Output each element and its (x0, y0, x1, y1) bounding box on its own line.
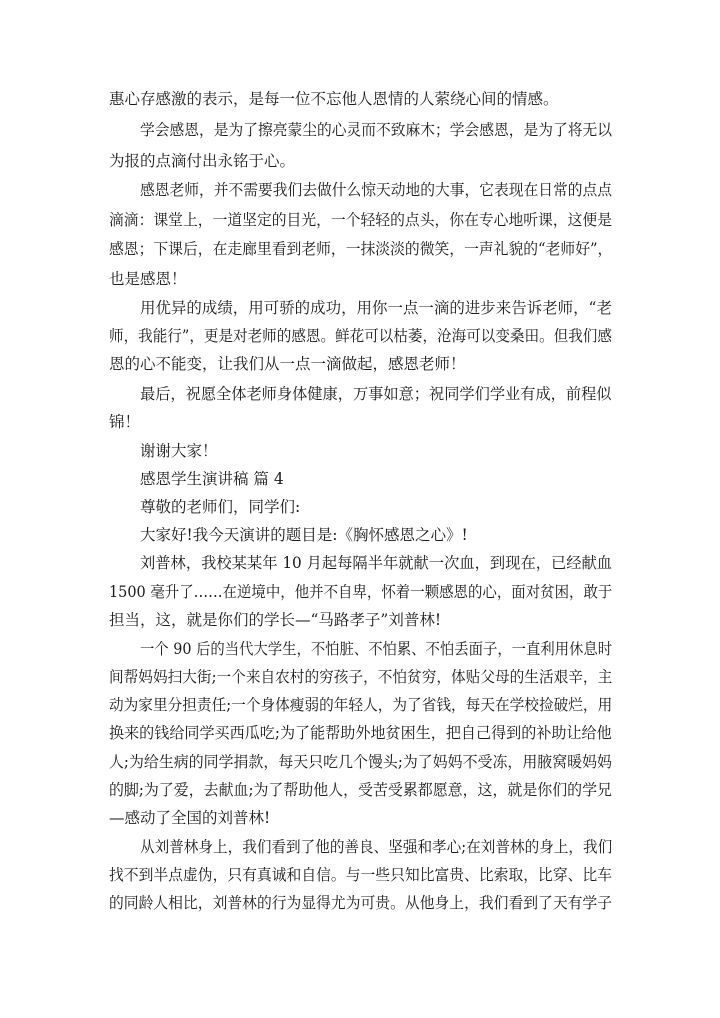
text-line: —感动了全国的刘普林! (109, 809, 271, 827)
section-heading: 感恩学生演讲稿 篇 4 (140, 470, 284, 488)
text-line: 滴滴：课堂上，一道坚定的目光，一个轻轻的点头，你在专心地听课，这便是 (109, 211, 613, 229)
text-line: 从刘普林身上，我们看到了他的善良、坚强和孝心;在刘普林的身上，我们 (140, 838, 613, 856)
text-line: 人;为给生病的同学捐款，每天只吃几个馒头;为了妈妈不受冻，用腋窝暖妈妈 (109, 753, 612, 771)
text-line: 尊敬的老师们，同学们: (140, 498, 301, 516)
text-line: 的脚;为了爱，去献血;为了帮助他人，受苦受累都愿意，这，就是你们的学兄 (109, 781, 612, 799)
text-line: 担当，这，就是你们的学长—“马路孝子”刘普林! (109, 611, 442, 629)
text-line: 大家好!我今天演讲的题目是:《胸怀感恩之心》! (140, 526, 468, 544)
text-line: 用优异的成绩，用可骄的成功，用你一点一滴的进步来告诉老师，“老 (140, 299, 612, 317)
text-line: 最后，祝愿全体老师身体健康，万事如意；祝同学们学业有成，前程似 (140, 385, 612, 403)
text-line: 一个 90 后的当代大学生，不怕脏、不怕累、不怕丢面子，一直利用休息时 (140, 640, 613, 658)
text-line: 间帮妈妈扫大街;一个来自农村的穷孩子，不怕贫穷，体贴父母的生活艰辛，主 (109, 668, 613, 686)
text-line: 锦！ (109, 413, 141, 431)
text-line: 的同龄人相比，刘普林的行为显得尤为可贵。从他身上，我们看到了天有学子 (109, 894, 613, 912)
text-line: 感恩；下课后，在走廊里看到老师，一抹淡淡的微笑，一声礼貌的“老师好”， (109, 240, 613, 258)
text-line: 为报的点滴付出永铭于心。 (109, 152, 296, 170)
text-line: 1500 毫升了……在逆境中，他并不自卑，怀着一颗感恩的心，面对贫困，敢于 (109, 583, 613, 601)
text-line: 学会感恩，是为了擦亮蒙尘的心灵而不致麻木；学会感恩，是为了将无以 (140, 121, 613, 139)
text-line: 换来的钱给同学买西瓜吃;为了能帮助外地贫困生，把自己得到的补助让给他 (109, 724, 612, 742)
text-line: 恩的心不能变，让我们从一点一滴做起，感恩老师！ (109, 355, 466, 373)
text-line: 感恩老师，并不需要我们去做什么惊天动地的大事，它表现在日常的点点 (140, 181, 613, 199)
text-line: 师，我能行”，更是对老师的感恩。鲜花可以枯萎，沧海可以变桑田。但我们感 (109, 327, 612, 345)
text-line: 找不到半点虚伪，只有真诚和自信。与一些只知比富贵、比索取，比穿、比车 (109, 866, 613, 884)
text-line: 谢谢大家！ (140, 442, 218, 460)
text-line: 惠心存感激的表示，是每一位不忘他人恩情的人萦绕心间的情感。 (109, 90, 559, 108)
text-line: 刘普林，我校某某年 10 月起每隔半年就献一次血，到现在，已经献血 (140, 554, 613, 572)
text-line: 动为家里分担责任;一个身体瘦弱的年轻人，为了省钱，每天在学校捡破烂，用 (109, 696, 613, 714)
text-line: 也是感恩！ (109, 270, 187, 288)
